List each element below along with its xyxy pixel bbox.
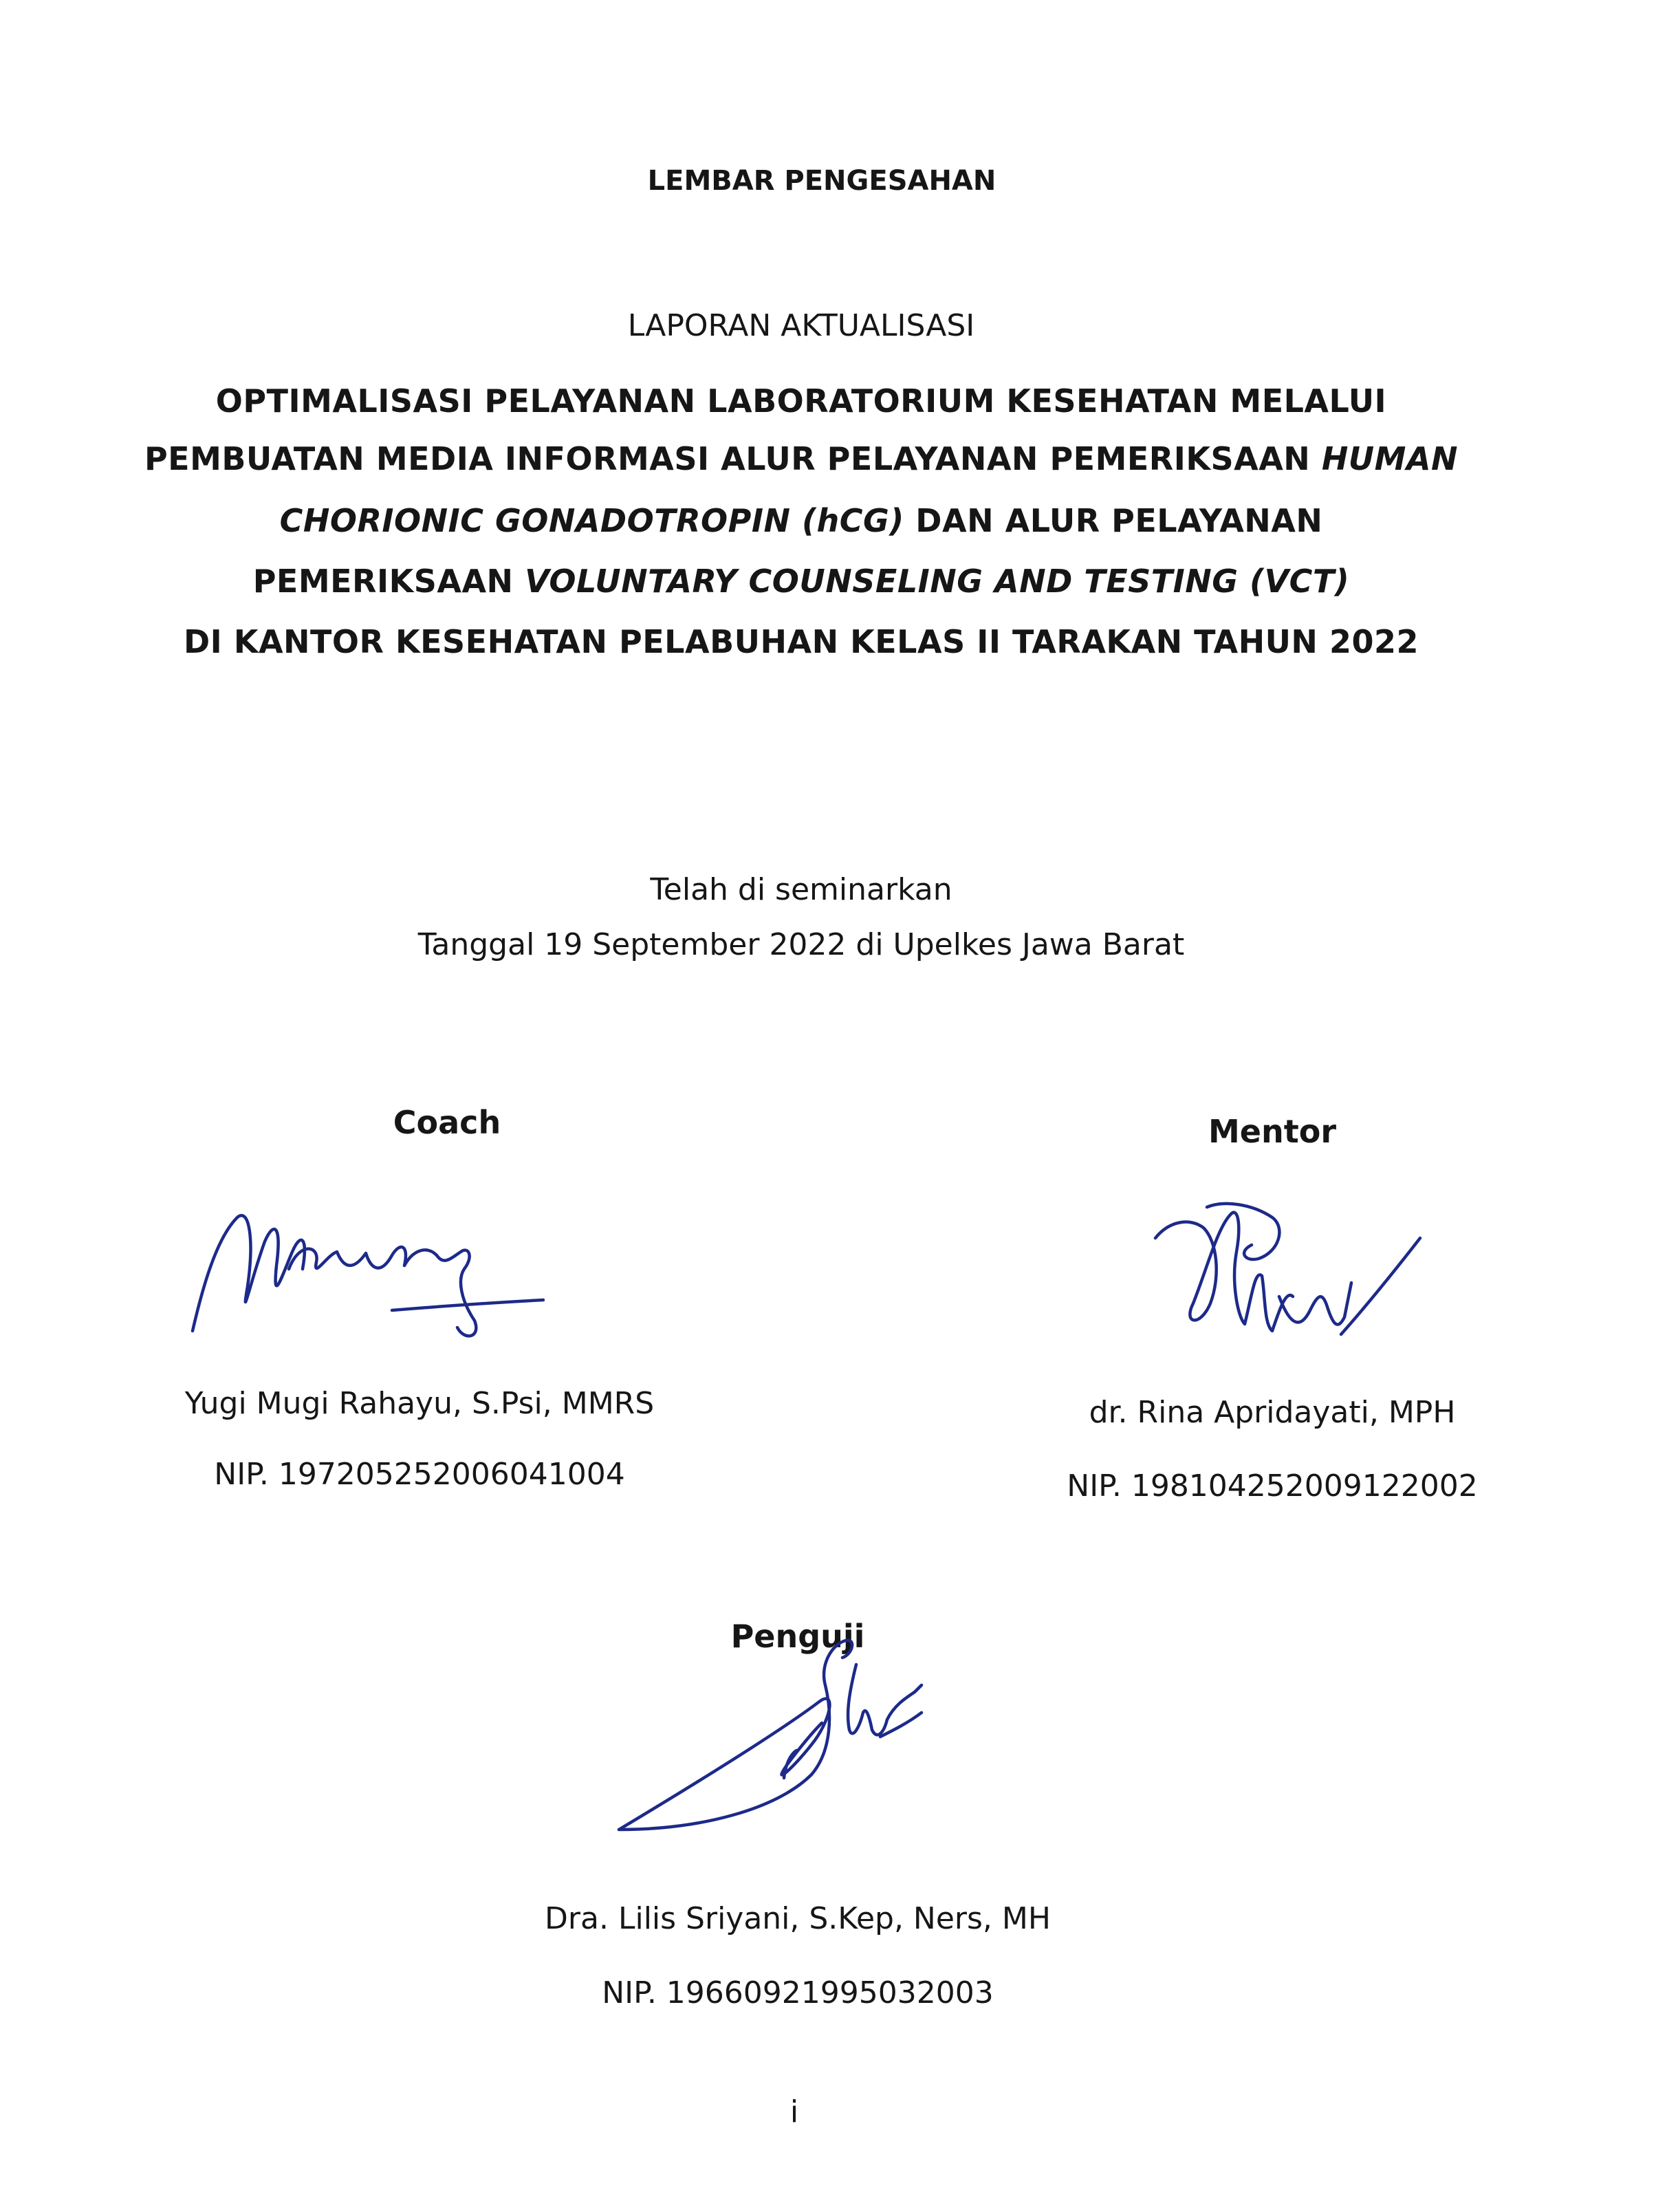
penguji-signature <box>605 1603 963 1850</box>
title-line-4-part-1: PEMERIKSAAN <box>252 563 525 600</box>
coach-name: Yugi Mugi Rahayu, S.Psi, MMRS <box>184 1386 655 1421</box>
title-line-1 <box>0 382 1602 420</box>
title-line-3-part-2: DAN ALUR PELAYANAN <box>904 502 1323 539</box>
report-type: LAPORAN AKTUALISASI <box>627 308 975 343</box>
title-line-2 <box>0 440 1602 477</box>
title-line-5 <box>0 623 1602 660</box>
title-line-2-part-1: PEMBUATAN MEDIA INFORMASI ALUR PELAYANAN PEMERIKSAAN <box>144 440 1322 477</box>
mentor-nip: NIP. 198104252009122002 <box>1067 1468 1478 1504</box>
coach-role: Coach <box>393 1104 501 1141</box>
coach-signature <box>186 1190 557 1348</box>
page-number: i <box>789 2094 799 2129</box>
mentor-signature <box>1142 1186 1430 1365</box>
page-heading: LEMBAR PENGESAHAN <box>647 165 996 197</box>
penguji-role: Penguji <box>730 1618 865 1655</box>
seminar-date: Tanggal 19 September 2022 di Upelkes Jawa Barat <box>417 927 1185 962</box>
title-line-3 <box>0 502 1602 539</box>
seminar-note: Telah di seminarkan <box>650 872 952 907</box>
mentor-name: dr. Rina Apridayati, MPH <box>1089 1395 1456 1430</box>
title-line-4 <box>0 563 1602 600</box>
title-line-3-part-1: CHORIONIC GONADOTROPIN (hCG) <box>279 502 904 539</box>
penguji-name: Dra. Lilis Sriyani, S.Kep, Ners, MH <box>545 1901 1051 1936</box>
mentor-role: Mentor <box>1208 1113 1336 1150</box>
coach-nip: NIP. 197205252006041004 <box>214 1457 625 1492</box>
penguji-nip: NIP. 19660921995032003 <box>602 1975 994 2010</box>
title-line-1-part-1: OPTIMALISASI PELAYANAN LABORATORIUM KESEHATAN MELALUI <box>215 382 1387 420</box>
title-line-5-part-1: DI KANTOR KESEHATAN PELABUHAN KELAS II TARAKAN TAHUN 2022 <box>184 623 1419 660</box>
title-line-2-part-2: HUMAN <box>1321 440 1459 477</box>
title-line-4-part-2: VOLUNTARY COUNSELING AND TESTING (VCT) <box>525 563 1350 600</box>
